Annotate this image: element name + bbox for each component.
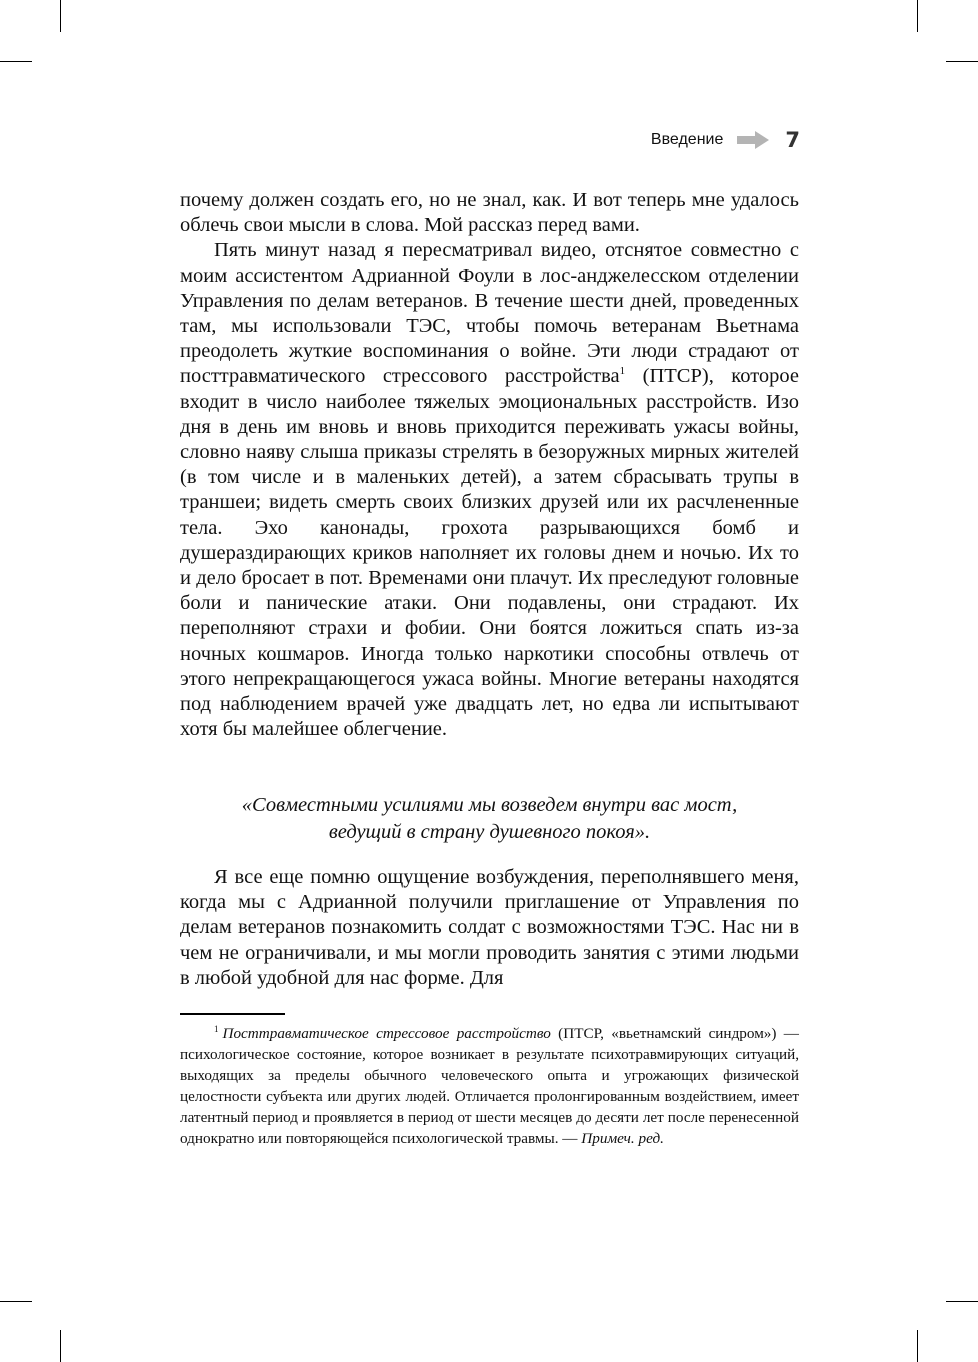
crop-mark-top-right-horizontal: [946, 61, 978, 62]
quote-line: «Совместными усилиями мы возведем внутри вас мост,: [241, 794, 738, 816]
page-number: 7: [785, 128, 800, 152]
footnote-text: (ПТСР, «вьетнамский синдром») — психологическое состояние, которое возникает в результате психотравмирующих ситуаций, выходящих за пределы обычного человеческого опыта и угрожающих физической целостности субъекта или других людей. Отличается пролонгированным воздействием, имеет латентный период и проявляется в период от шести месяцев до десяти лет после перенесенной однократно или повторяющейся психологической травмы. —: [180, 1025, 799, 1147]
footnote-term: Посттравматическое стрессовое расстройство: [222, 1025, 551, 1042]
right-arrow-icon: [737, 131, 769, 149]
crop-mark-bottom-left-vertical: [60, 1330, 61, 1362]
crop-mark-top-left-vertical: [60, 0, 61, 32]
crop-mark-bottom-right-horizontal: [946, 1301, 978, 1302]
paragraph: Я все еще помню ощущение возбуждения, переполнявшего меня, когда мы с Адрианной получили приглашение от Управления по делам ветеранов познакомить солдат с возможностями ТЭС. Нас ни в чем не ограничивали, и мы могли проводить занятия с этими людьми в любой удобной для нас форме. Для: [180, 866, 799, 989]
paragraph-text: Пять минут назад я пересматривал видео, отснятое совместно с моим ассистентом Адрианной Фоули в лос-анджелесском отделении Управления по делам ветеранов. В течение шести дней, проведенных там, мы использовали ТЭС, чтобы помочь ветеранам Вьетнама преодолеть жуткие воспоминания о войне. Эти люди страдают от посттравматического стрессового расстройства: [180, 239, 799, 388]
footnote-reference[interactable]: 1: [619, 365, 626, 378]
editor-note: Примеч. ред.: [581, 1130, 664, 1147]
quote-line: ведущий в страну душевного покоя».: [328, 821, 651, 843]
crop-mark-top-right-vertical: [917, 0, 918, 32]
crop-mark-bottom-right-vertical: [917, 1330, 918, 1362]
paragraph: почему должен создать его, но не знал, как. И вот теперь мне удалось облечь свои мысли в слова. Мой рассказ перед вами.: [180, 189, 799, 237]
paragraph-text: (ПТСР), которое входит в число наиболее тяжелых эмоциональных расстройств. Изо дня в день им вновь и вновь приходится переживать ужасы войны, словно наяву слыша приказы стрелять в безоружных мирных жителей (в том числе и в маленьких детей), а затем сбрасывать трупы в траншеи; видеть смерть своих близких друзей или их расчлененные тела. Эхо канонады, грохота разрывающихся бомб и душераздирающих криков наполняет их головы днем и ночью. Их то и дело бросает в пот. Временами они плачут. Их преследуют головные боли и панические атаки. Они подавлены, они страдают. Их переполняют страхи и фобии. Они боятся ложиться спать из-за ночных кошмаров. Иногда только наркотики способны отвлечь от этого непрекращающегося ужаса войны. Многие ветераны находятся под наблюдением врачей уже двадцать лет, но едва ли испытывают хотя бы малейшее облегчение.: [180, 365, 799, 741]
crop-mark-top-left-horizontal: [0, 61, 32, 62]
body-text-continued: [180, 865, 799, 991]
pull-quote: [180, 792, 799, 846]
body-text: [180, 188, 799, 742]
footnote: [180, 1023, 799, 1149]
paragraph: [180, 238, 799, 742]
crop-mark-bottom-left-horizontal: [0, 1301, 32, 1302]
footnote-mark: 1: [214, 1023, 219, 1034]
section-title: Введение: [650, 131, 724, 148]
footnote-rule: [180, 1013, 285, 1015]
running-head: [600, 128, 800, 152]
